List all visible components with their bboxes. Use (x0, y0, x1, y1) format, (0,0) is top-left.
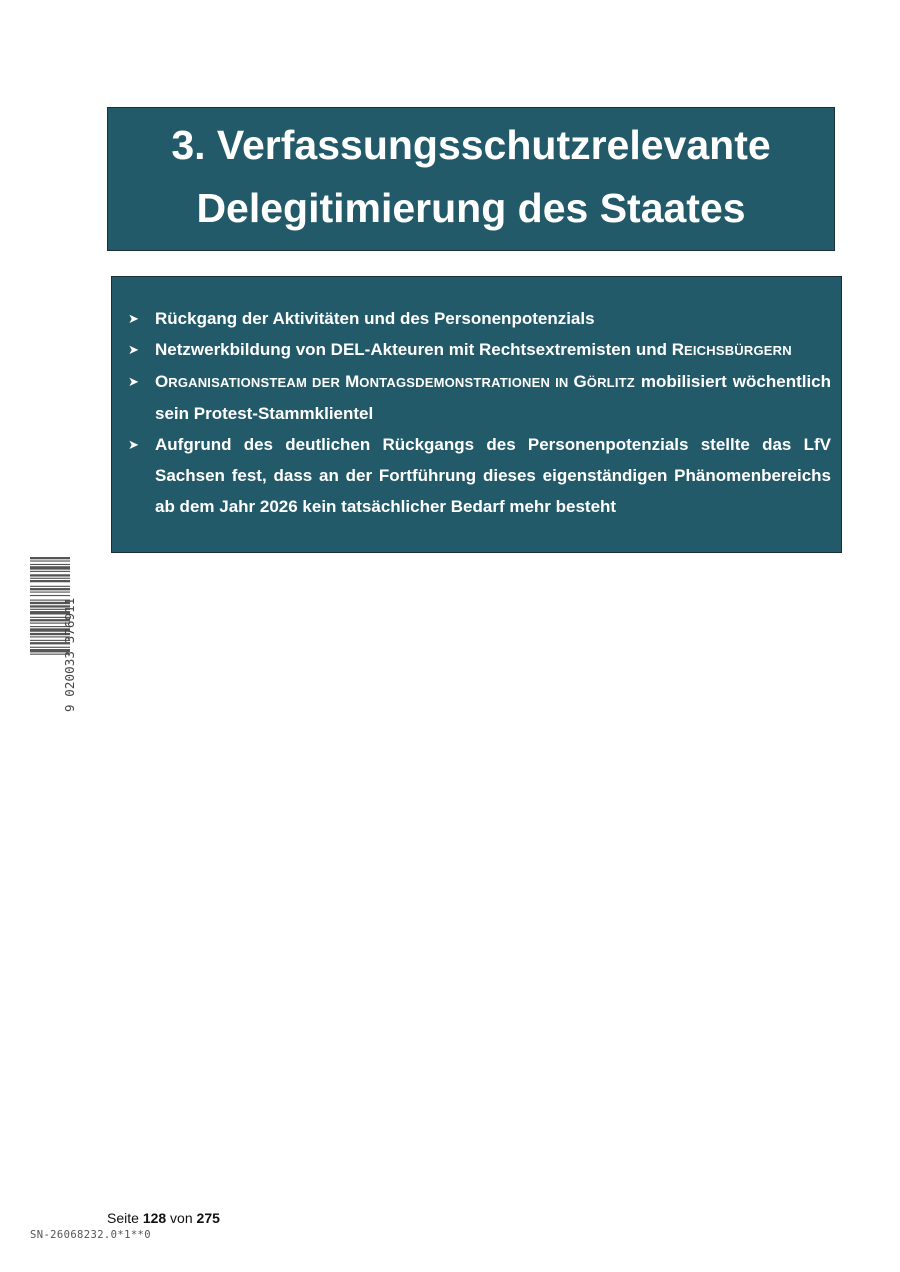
chapter-title-box (107, 107, 835, 251)
small-caps-initial: M (345, 372, 360, 391)
chapter-title-line-2: Delegitimierung des Staates (196, 185, 746, 231)
small-caps-rest: ONTAGSDEMONSTRATIONEN IN (359, 375, 574, 390)
arrowhead-bullet-icon: ➤ (128, 311, 139, 326)
document-id: SN-26068232.0*1**0 (30, 1229, 151, 1241)
summary-item-text: Rückgang der Aktivitäten und des Personenpotenzials (155, 309, 595, 328)
summary-box (111, 276, 842, 553)
chapter-title-line-1: 3. Verfassungsschutzrelevante (171, 122, 771, 168)
barcode-digits: 9 020033 376911 (62, 597, 77, 712)
page-number (107, 1210, 220, 1226)
small-caps-rest: ÖRLITZ (586, 375, 635, 390)
summary-item-text: mobilisiert wöchentlich sein Protest-Stammklientel (155, 372, 832, 423)
summary-item (128, 334, 831, 366)
summary-item (128, 429, 831, 522)
small-caps-initial: O (155, 372, 169, 391)
arrowhead-bullet-icon: ➤ (128, 437, 139, 452)
small-caps-initial: G (573, 372, 587, 391)
summary-item (128, 303, 831, 334)
summary-item-text: Aufgrund des deutlichen Rückgangs des Personenpotenzials stellte das LfV Sachsen fest, dass an der Fortführung dieses eigenständigen Phänomenbereichs ab dem Jahr 2026 kein tatsächlicher Bedarf mehr besteht (155, 435, 831, 516)
summary-item-text: Netzwerkbildung von DEL-Akteuren mit Rechtsextremisten und (155, 340, 672, 359)
summary-item (128, 366, 832, 429)
arrowhead-bullet-icon: ➤ (128, 342, 139, 357)
small-caps-rest: RGANISATIONSTEAM DER (168, 375, 346, 390)
page-prefix: Seite (107, 1210, 143, 1226)
page-current: 128 (142, 1210, 167, 1226)
summary-list (112, 277, 841, 522)
small-caps-rest: EICHSBÜRGERN (683, 343, 792, 358)
page-total: 275 (196, 1210, 220, 1226)
small-caps-initial: R (671, 340, 684, 359)
arrowhead-bullet-icon: ➤ (128, 374, 139, 389)
page-middle: von (166, 1210, 197, 1226)
